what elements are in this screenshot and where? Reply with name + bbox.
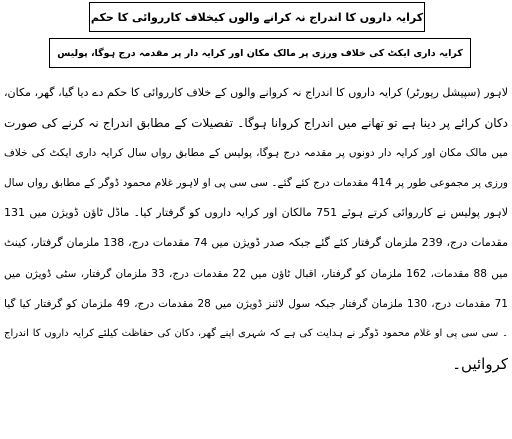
body-line: دکان کرائے پر دینا ہے تو تھانے میں اندراج کروانا ہوگا۔ تفصیلات کے مطابق اندراج نہ کرنے کی صورت xyxy=(4,116,508,131)
subheadline-box xyxy=(49,38,471,68)
body-line: 71 مقدمات درج، 130 ملزمان گرفتار جبکہ سول لائنز ڈویژن میں 28 مقدمات درج، 49 ملزمان کو گرفتار کیا گیا xyxy=(4,297,508,310)
headline: کرایہ داروں کا اندراج نہ کرانے والوں کیخلاف کارروائی کا حکم xyxy=(90,10,424,24)
body-line: ورزی پر مجموعی طور پر 414 مقدمات درج کئے گئے۔ سی سی پی او لاہور غلام محمود ڈوگر کے مطابق رواں سال xyxy=(4,177,508,190)
body-line: لاہور پولیس نے کارروائی کرتے ہوئے 751 مالکان اور کرایہ داروں کو گرفتار کیا۔ ماڈل ٹاؤن ڈویژن میں 131 xyxy=(4,206,508,220)
body-line: میں مالک مکان اور کرایہ دار دونوں پر مقدمہ درج ہوگا، پولیس کے مطابق رواں سال کرایہ داری ایکٹ کی خلاف xyxy=(4,147,508,160)
body-line: لاہور (سپیشل رپورٹر) کرایہ داروں کا اندراج نہ کروانے والوں کے خلاف کارروائی کا حکم دے دیا گیا، گھر، مکان، xyxy=(4,86,508,99)
subheadline: کرایہ داری ایکٹ کی خلاف ورزی پر مالک مکان اور کرایہ دار پر مقدمہ درج ہوگا، پولیس xyxy=(57,47,463,59)
article-body xyxy=(4,78,508,435)
body-line: مقدمات درج، 239 ملزمان گرفتار کئے گئے جبکہ صدر ڈویژن میں 74 مقدمات درج، 138 ملزمان گرفتار، کینٹ xyxy=(4,236,508,250)
body-line: ۔ سی سی پی او غلام محمود ڈوگر نے ہدایت کی ہے کہ شہری اپنے گھر، دکان کی حفاظت کیلئے کرایہ داروں کا اندراج xyxy=(4,327,508,339)
body-line: میں 88 مقدمات، 162 ملزمان کو گرفتار، اقبال ٹاؤن میں 22 مقدمات درج، 33 ملزمان گرفتار، سٹی ڈویژن میں xyxy=(4,267,508,280)
body-line: کروائیں۔ xyxy=(452,354,508,373)
headline-box xyxy=(89,2,425,32)
